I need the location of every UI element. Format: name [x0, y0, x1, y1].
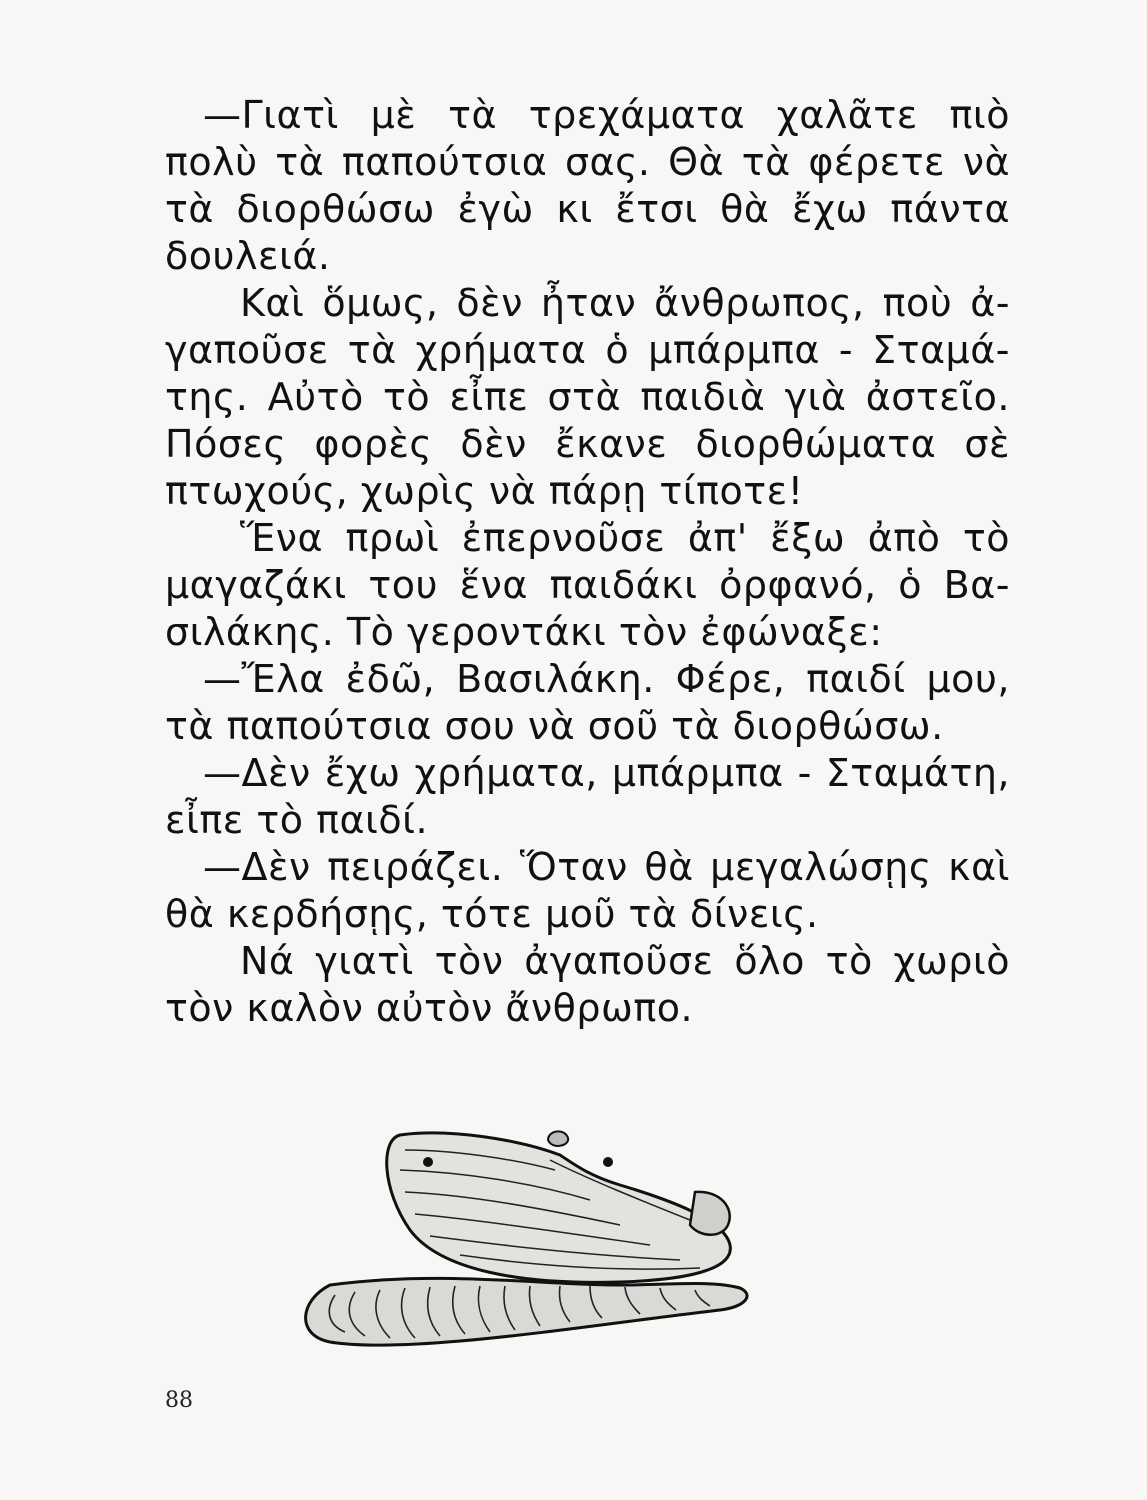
text-line: μαγαζάκι του ἕνα παιδάκι ὀρφανό, ὁ Βα- [165, 563, 1010, 607]
story-text [165, 92, 1010, 1032]
text-line: —Γιατὶ μὲ τὰ τρεχάματα χαλᾶτε πιὸ [203, 93, 1010, 137]
text-line: Ἕνα πρωὶ ἐπερνοῦσε ἀπ' ἔξω ἀπὸ τὸ [240, 516, 1010, 560]
text-line: τὰ διορθώσω ἐγὼ κι ἔτσι θὰ ἔχω πάντα [165, 187, 1010, 231]
text-line: Πόσες φορὲς δὲν ἔκανε διορθώματα σὲ [165, 422, 1010, 466]
text-line: σιλάκης. Τὸ γεροντάκι τὸν ἐφώναξε: [165, 610, 883, 654]
text-line: —Ἔλα ἐδῶ, Βασιλάκη. Φέρε, παιδί μου, [203, 657, 1010, 701]
text-line: θὰ κερδήσῃς, τότε μοῦ τὰ δίνεις. [165, 892, 819, 936]
text-line: δουλειά. [165, 234, 331, 278]
page-number: 88 [165, 1388, 193, 1413]
text-line: Καὶ ὅμως, δὲν ἦταν ἄνθρωπος, ποὺ ἀ- [240, 281, 1010, 325]
text-line: γαποῦσε τὰ χρήματα ὁ μπάρμπα - Σταμά- [165, 328, 1010, 372]
text-line: τὸν καλὸν αὐτὸν ἄνθρωπο. [165, 986, 694, 1030]
text-line: εἶπε τὸ παιδί. [165, 798, 429, 842]
text-line: τὰ παπούτσια σου νὰ σοῦ τὰ διορθώσω. [165, 704, 944, 748]
text-line: —Δὲν ἔχω χρήματα, μπάρμπα - Σταμάτη, [203, 751, 1010, 795]
text-line: πτωχούς, χωρὶς νὰ πάρῃ τίποτε! [165, 469, 804, 513]
text-line: Νά γιατὶ τὸν ἀγαποῦσε ὅλο τὸ χωριὸ [240, 939, 1010, 983]
shoe-last-illustration [290, 1110, 760, 1360]
text-line: —Δὲν πειράζει. Ὅταν θὰ μεγαλώσῃς καὶ [203, 845, 1010, 889]
text-line: πολὺ τὰ παπούτσια σας. Θὰ τὰ φέρετε νὰ [165, 140, 1010, 184]
text-line: της. Αὐτὸ τὸ εἶπε στὰ παιδιὰ γιὰ ἀστεῖο. [165, 375, 1010, 419]
